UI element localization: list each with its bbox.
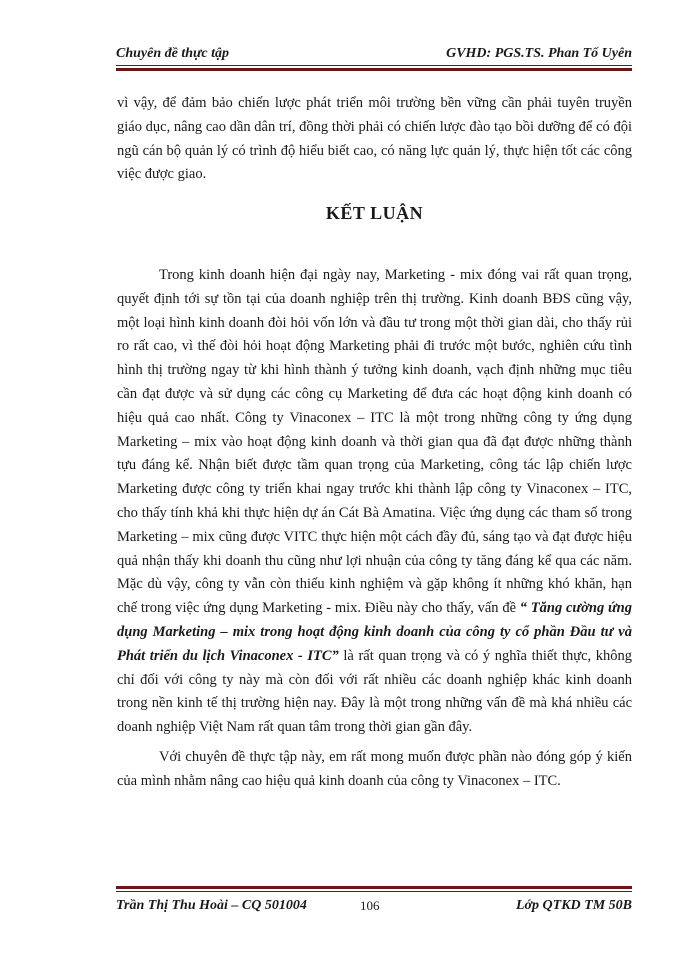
footer-class: Lớp QTKD TM 50B <box>515 898 632 913</box>
footer-author: Trần Thị Thu Hoài – CQ 501004 <box>116 898 307 913</box>
section-title: KẾT LUẬN <box>325 203 424 223</box>
page-header <box>116 40 632 64</box>
paragraph-1-emphasis: “ Tăng cường ứng dụng Marketing – mix trong hoạt động kinh doanh của công ty cổ phần Đầu tư và Phát triển du lịch Vinaconex - ITC” <box>117 600 632 664</box>
continuation-text: vì vậy, để đảm bảo chiến lược phát triển môi trường bền vững cần phải tuyên truyền giáo dục, nâng cao dần dân trí, đồng thời phải có chiến lược đào tạo bồi dưỡng để có đội ngũ cán bộ quản lý có trình độ hiểu biết cao, có năng lực quản lý, thực hiện tốt các công việc được giao. <box>117 95 632 183</box>
header-rule-thick <box>116 68 632 71</box>
header-course-title: Chuyên đề thực tập <box>116 46 230 61</box>
paragraph-1-text-a: Trong kinh doanh hiện đại ngày nay, Marketing - mix đóng vai rất quan trọng, quyết định tới sự tồn tại của doanh nghiệp trên thị trường. Kinh doanh BĐS cũng vậy, một loại hình kinh doanh đòi hỏi vốn lớn và đầu tư trong một thời gian dài, cho thấy rủi ro rất cao, vì thế đòi hỏi hoạt động Marketing phải đi trước một bước, nghiên cứu tình hình thị trường ngay từ khi hình thành ý tưởng kinh doanh, vạch định những mục tiêu cần đạt được và sử dụng các công cụ Marketing để đưa các hoạt động kinh doanh có hiệu quả cao nhất. Công ty Vinaconex – ITC là một trong những công ty ứng dụng Marketing – mix vào hoạt động kinh doanh và thời gian qua đã đạt được những thành tựu đáng kể. Nhận biết được tầm quan trọng của Marketing, công tác lập chiến lược Marketing được công ty triển khai ngay trước khi thành lập công ty Vinaconex – ITC, cho thấy tính khả khi thực hiện dự án Cát Bà Amatina. Việc ứng dụng các tham số trong Marketing – mix cũng được VITC thực hiện một cách đầy đủ, sáng tạo và đạt được hiệu quả nhận thấy khi doanh thu cũng như lợi nhuận của công ty tăng đáng kể qua các năm. Mặc dù vậy, công ty vẫn còn thiếu kinh nghiệm và gặp không ít những khó khăn, hạn chế trong việc ứng dụng Marketing - mix. Điều này cho thấy, vấn đề <box>117 267 632 617</box>
footer-rule-thick <box>116 886 632 889</box>
conclusion-body <box>117 264 632 794</box>
continuation-paragraph <box>117 92 632 187</box>
page-number: 106 <box>360 898 380 913</box>
header-rule-thin <box>116 65 632 66</box>
page-footer <box>116 886 632 920</box>
conclusion-paragraph-1 <box>117 264 632 740</box>
header-supervisor: GVHD: PGS.TS. Phan Tố Uyên <box>446 46 632 61</box>
paragraph-1-text-b: là rất quan trọng và có ý nghĩa thiết thực, không chỉ đối với công ty này mà còn đối với rất nhiều các doanh nghiệp khác kinh doanh trong nền kinh tế thị trường hiện nay. Đây là một trong những vấn đề mà khá nhiều các doanh nghiệp Việt Nam rất quan tâm trong thời gian gần đây. <box>117 647 632 736</box>
footer-rule-thin <box>116 891 632 892</box>
conclusion-paragraph-2: Với chuyên đề thực tập này, em rất mong muốn được phần nào đóng góp ý kiến của mình nhằm nâng cao hiệu quả kinh doanh của công ty Vinaconex – ITC. <box>117 748 632 789</box>
